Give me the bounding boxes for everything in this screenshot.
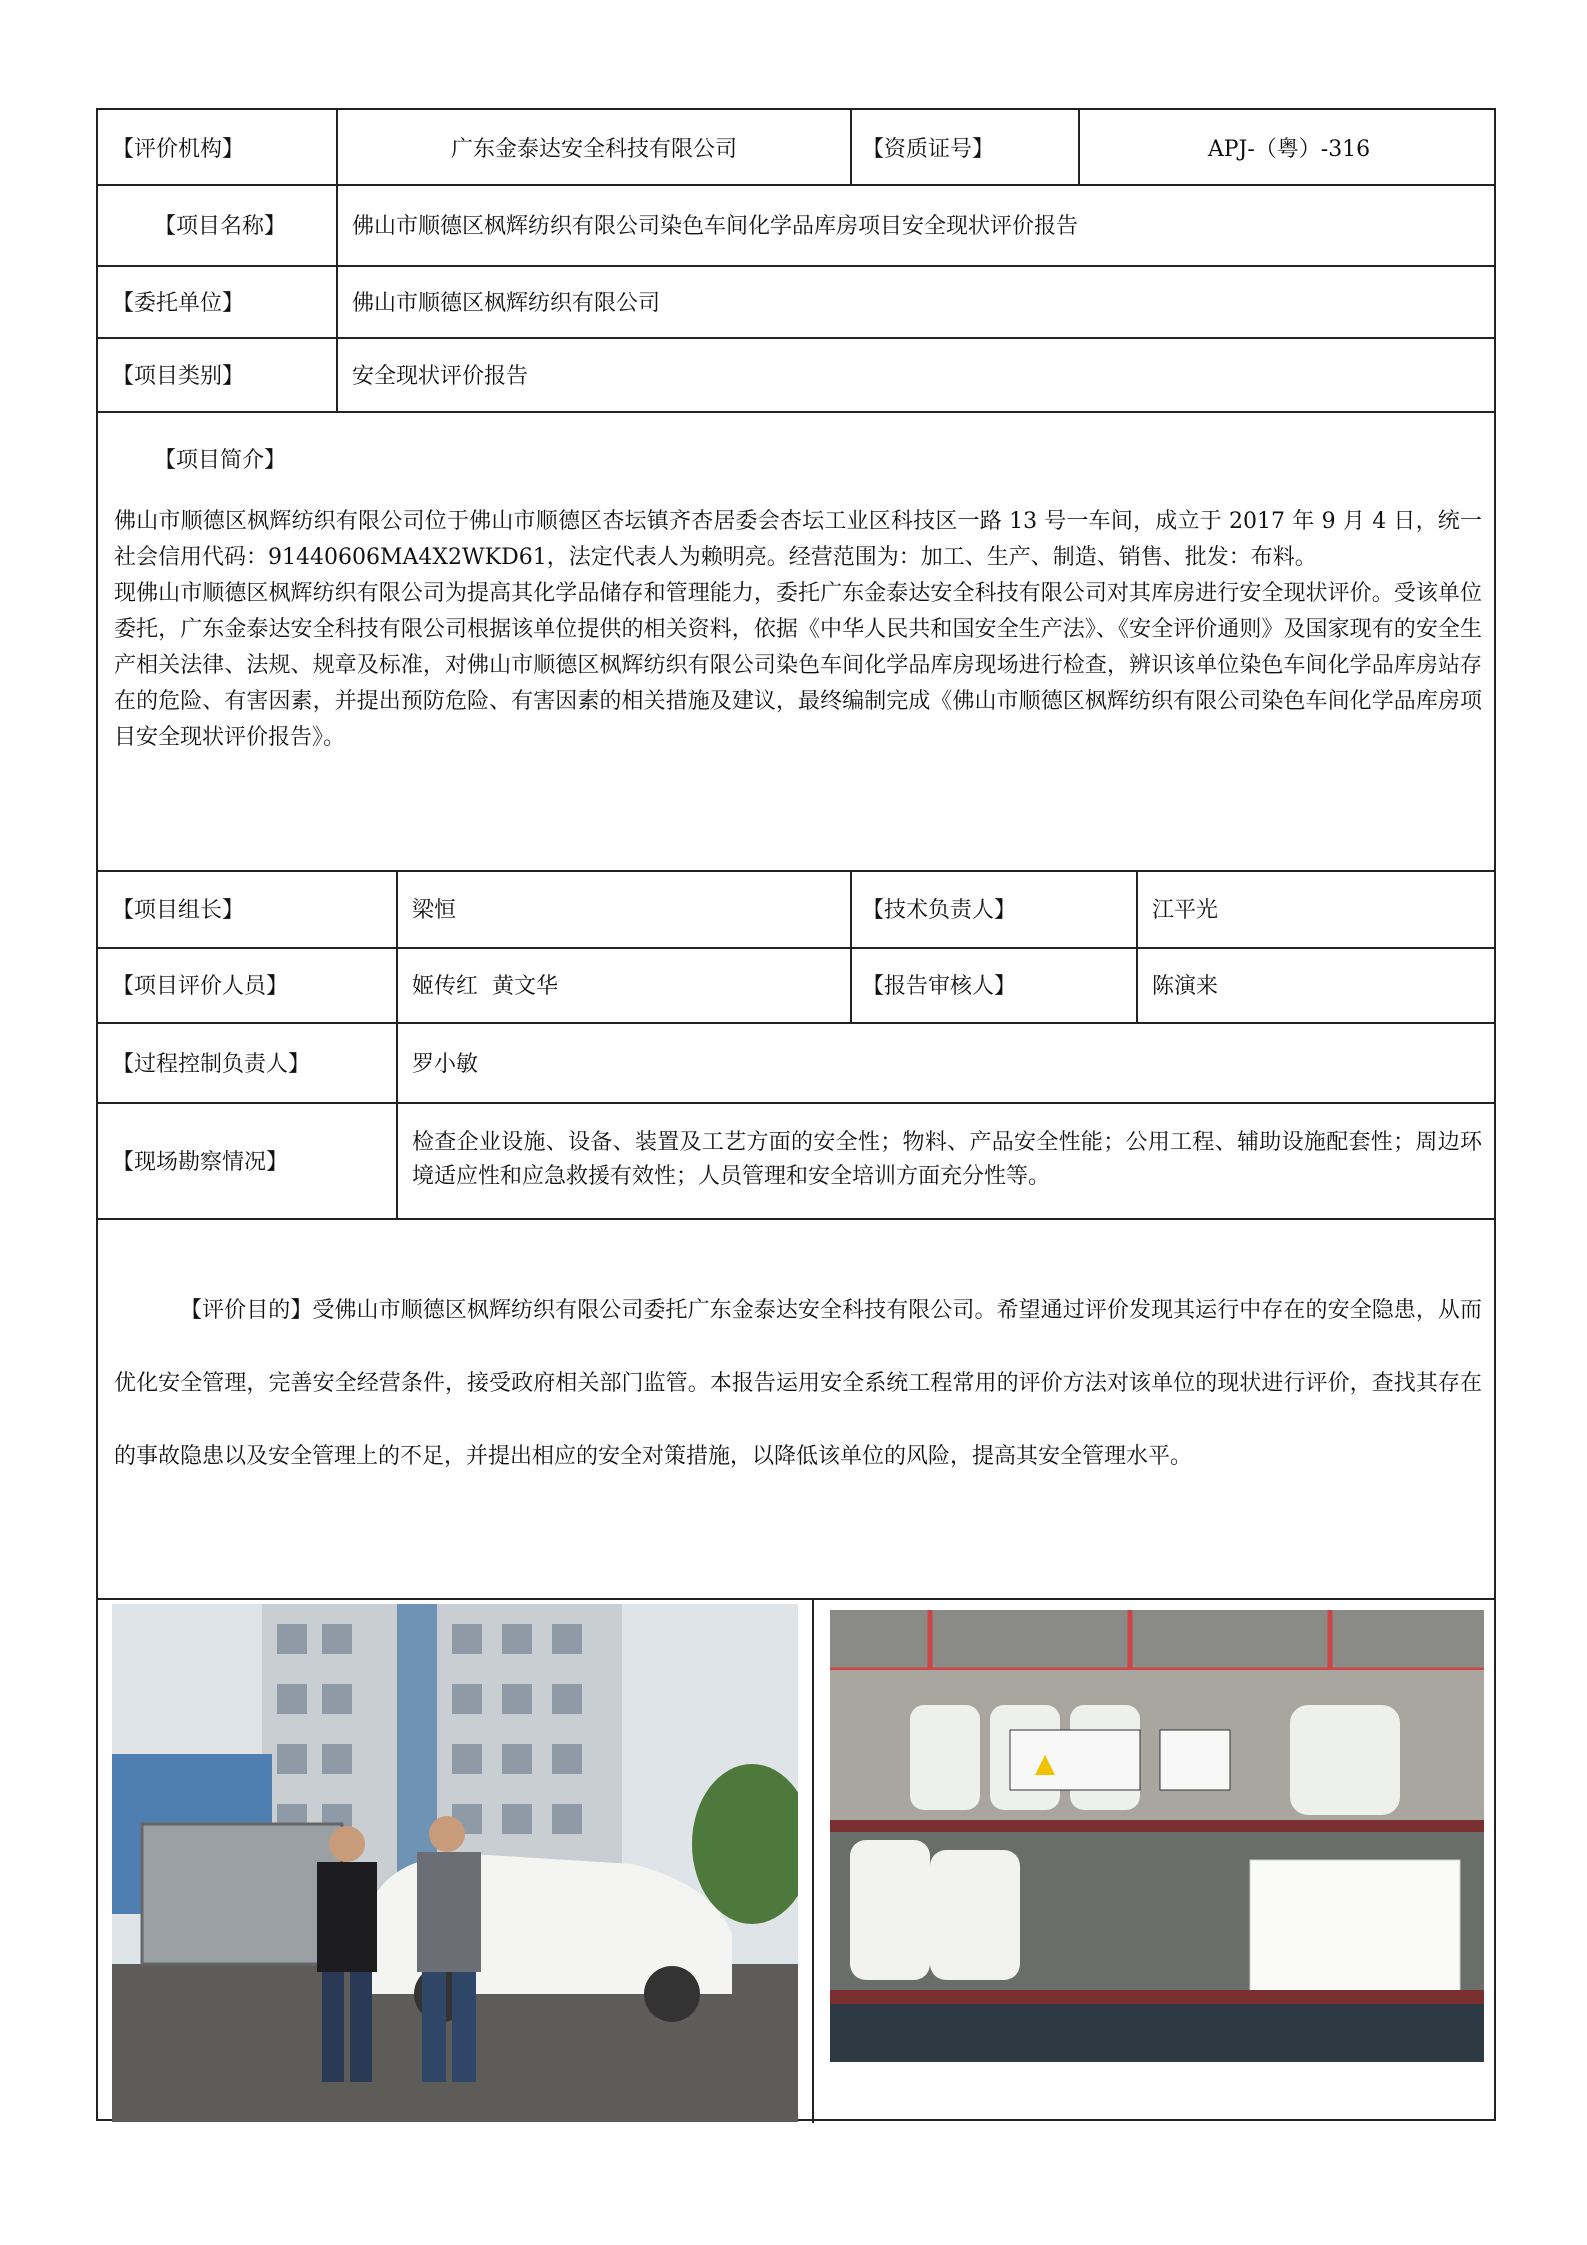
intro-text: [114, 504, 1482, 756]
site-photo-warehouse: [830, 1610, 1484, 2062]
evaluators-value: 姬传红 黄文华: [412, 974, 558, 999]
divider: [396, 870, 398, 1218]
divider: [812, 1598, 814, 2123]
category-value: 安全现状评价报告: [352, 363, 529, 389]
report-frame: [96, 108, 1496, 2121]
divider: [850, 870, 852, 1022]
intro-para-1: 佛山市顺德区枫辉纺织有限公司位于佛山市顺德区杏坛镇齐杏居委会杏坛工业区科技区一路 13 号一车间，成立于 2017 年 9 月 4 日，统一社会信用代码：91440606MA4X2WKD61，法定代表人为赖明亮。经营范围为：加工、生产、制造、销售、批发：布料。: [114, 509, 1482, 570]
divider: [98, 1102, 1494, 1104]
divider: [98, 337, 1494, 339]
survey-value: 检查企业设施、设备、装置及工艺方面的安全性；物料、产品安全性能；公用工程、辅助设施配套性；周边环境适应性和应急救援有效性；人员管理和安全培训方面充分性等。: [412, 1130, 1482, 1189]
divider: [98, 411, 1494, 413]
purpose-block: [114, 1274, 1482, 1493]
leader-label: 【项目组长】: [112, 898, 245, 923]
divider: [98, 1218, 1494, 1220]
cert-label: 【资质证号】: [862, 136, 995, 162]
purpose-label: 【评价目的】: [180, 1298, 313, 1323]
project-name-label: 【项目名称】: [154, 214, 287, 239]
tech-label: 【技术负责人】: [862, 898, 1017, 923]
divider: [1136, 870, 1138, 1022]
site-photo-people: [112, 1604, 798, 2122]
purpose-text: 受佛山市顺德区枫辉纺织有限公司委托广东金泰达安全科技有限公司。希望通过评价发现其运行中存在的安全隐患，从而优化安全管理，完善安全经营条件，接受政府相关部门监管。本报告运用安全系统工程常用的评价方法对该单位的现状进行评价，查找其存在的事故隐患以及安全管理上的不足，并提出相应的安全对策措施，以降低该单位的风险，提高其安全管理水平。: [114, 1298, 1482, 1469]
intro-para-2: 现佛山市顺德区枫辉纺织有限公司为提高其化学品储存和管理能力，委托广东金泰达安全科技有限公司对其库房进行安全现状评价。受该单位委托，广东金泰达安全科技有限公司根据该单位提供的相关资料，依据《中华人民共和国安全生产法》、《安全评价通则》及国家现有的安全生产相关法律、法规、规章及标准，对佛山市顺德区枫辉纺织有限公司染色车间化学品库房现场进行检查，辨识该单位染色车间化学品库房站存在的危险、有害因素，并提出预防危险、有害因素的相关措施及建议，最终编制完成《佛山市顺德区枫辉纺织有限公司染色车间化学品库房项目安全现状评价报告》。: [114, 581, 1482, 750]
cert-value: APJ-（粤）-316: [1207, 136, 1371, 162]
divider: [98, 870, 1494, 872]
divider: [98, 1598, 1494, 1600]
reviewer-label: 【报告审核人】: [862, 974, 1017, 999]
leader-value: 梁恒: [412, 898, 457, 923]
site-photo-warehouse-icon: [830, 1610, 1484, 2062]
divider: [850, 110, 852, 184]
category-label: 【项目类别】: [112, 363, 245, 389]
site-photo-people-icon: [112, 1604, 798, 2122]
project-name-value: 佛山市顺德区枫辉纺织有限公司染色车间化学品库房项目安全现状评价报告: [352, 214, 1079, 239]
client-value: 佛山市顺德区枫辉纺织有限公司: [352, 290, 661, 316]
process-label: 【过程控制负责人】: [112, 1051, 311, 1077]
org-value: 广东金泰达安全科技有限公司: [450, 136, 737, 162]
divider: [98, 265, 1494, 267]
org-label: 【评价机构】: [112, 136, 245, 162]
reviewer-value: 陈演来: [1152, 974, 1219, 999]
tech-value: 江平光: [1152, 898, 1219, 923]
evaluators-label: 【项目评价人员】: [112, 974, 289, 999]
survey-label: 【现场勘察情况】: [112, 1149, 289, 1175]
intro-label: 【项目简介】: [154, 447, 287, 473]
divider: [98, 947, 1494, 949]
process-value: 罗小敏: [412, 1051, 479, 1077]
client-label: 【委托单位】: [112, 290, 245, 316]
